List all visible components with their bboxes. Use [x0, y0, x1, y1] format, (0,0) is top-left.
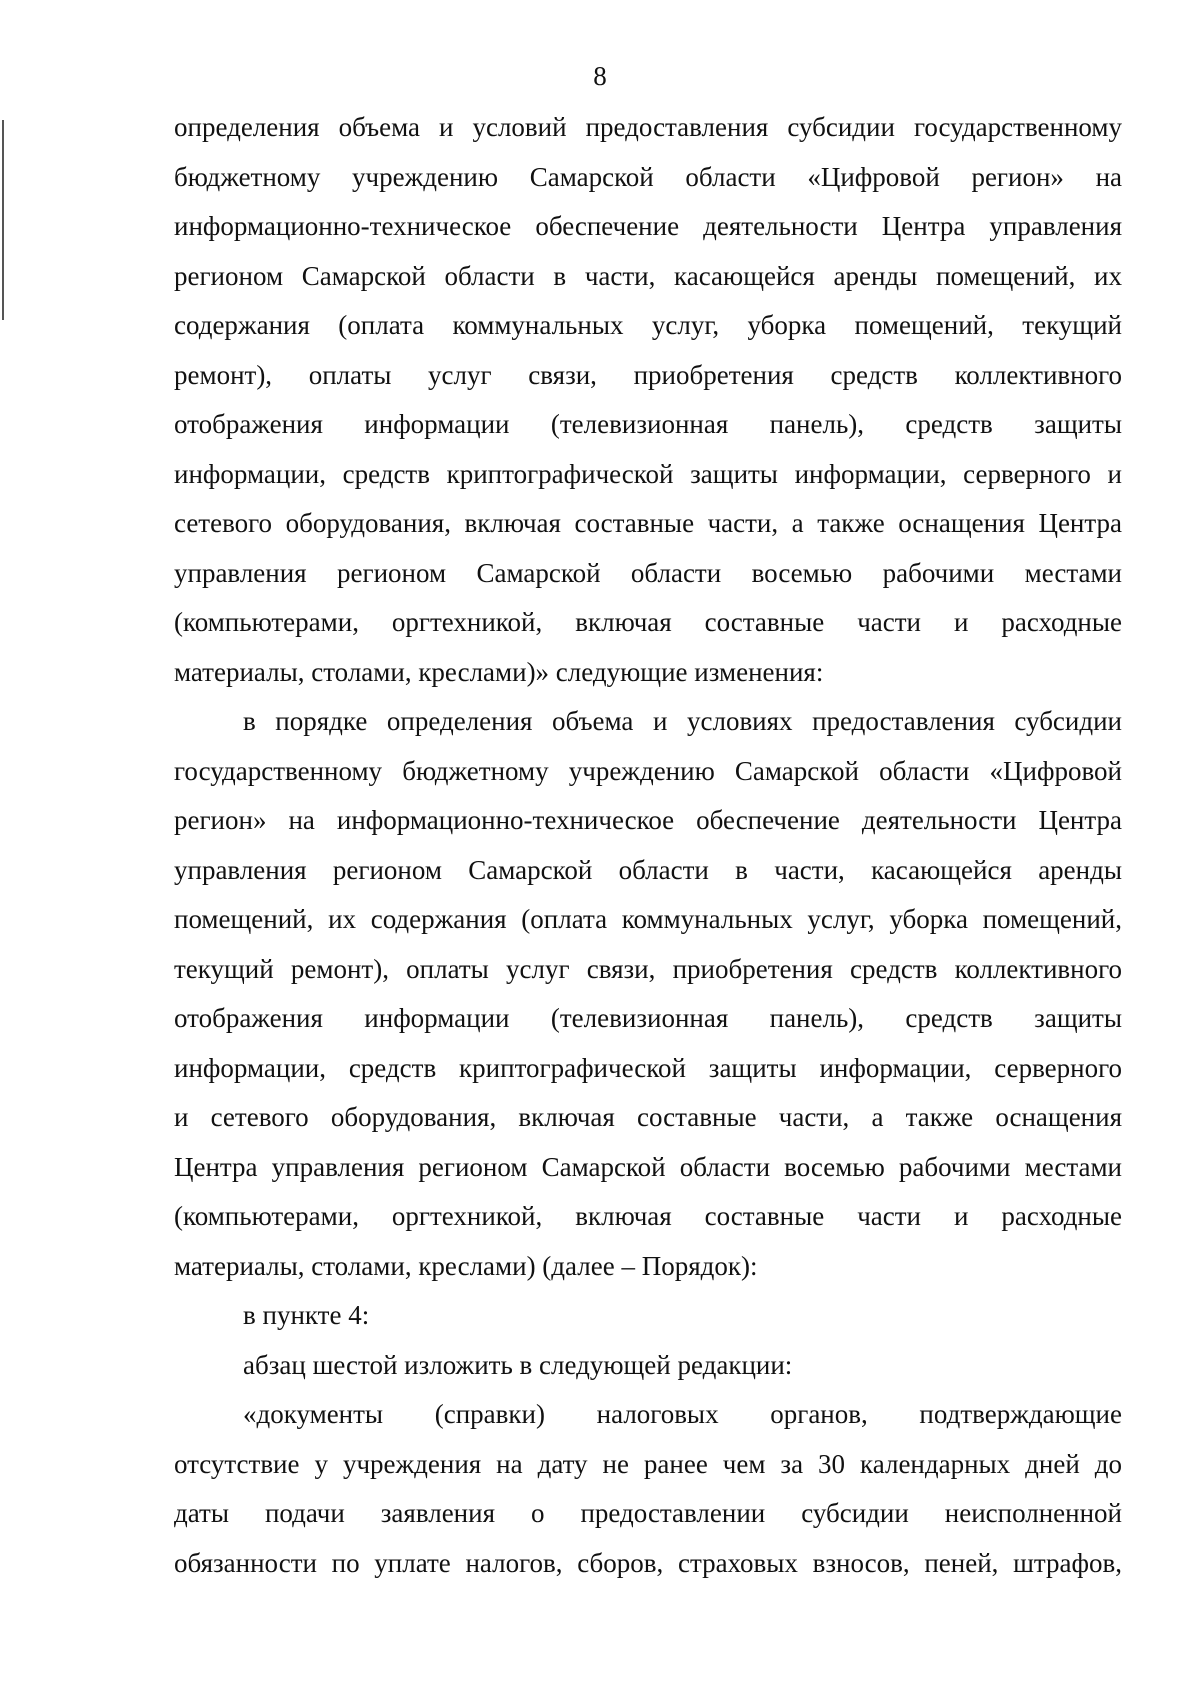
text-line: управления регионом Самарской области восемью рабочими местами — [174, 557, 1122, 588]
text-line: информации, средств криптографической защиты информации, серверного — [174, 1052, 1122, 1083]
text-line: материалы, столами, креслами) (далее – Порядок): — [174, 1250, 758, 1281]
page-number: 8 — [593, 61, 607, 91]
text-line: информационно-техническое обеспечение деятельности Центра управления — [174, 211, 1122, 241]
text-line: даты подачи заявления о предоставлении субсидии неисполненной — [174, 1498, 1122, 1528]
text-line: отображения информации (телевизионная панель), средств защиты — [174, 1003, 1122, 1033]
text-line: отсутствие у учреждения на дату не ранее чем за 30 календарных дней до — [174, 1448, 1122, 1479]
text-line: обязанности по уплате налогов, сборов, страховых взносов, пеней, штрафов, — [174, 1547, 1122, 1578]
text-line: управления регионом Самарской области в части, касающейся аренды — [174, 854, 1122, 885]
text-line: (компьютерами, оргтехникой, включая составные части и расходные — [174, 1201, 1122, 1231]
text-line: регионом Самарской области в части, касающейся аренды помещений, их — [174, 260, 1122, 291]
text-line: и сетевого оборудования, включая составные части, а также оснащения — [174, 1102, 1122, 1132]
text-line: материалы, столами, креслами)» следующие изменения: — [174, 656, 824, 687]
text-line: регион» на информационно-техническое обеспечение деятельности Центра — [174, 805, 1122, 835]
text-line: в пункте 4: — [243, 1300, 370, 1330]
text-line: помещений, их содержания (оплата коммунальных услуг, уборка помещений, — [174, 904, 1122, 934]
text-line: Центра управления регионом Самарской области восемью рабочими местами — [174, 1151, 1122, 1182]
text-line: сетевого оборудования, включая составные части, а также оснащения Центра — [174, 508, 1122, 538]
text-line: в порядке определения объема и условиях предоставления субсидии — [243, 706, 1122, 736]
document-body — [174, 103, 1122, 1588]
text-line: абзац шестой изложить в следующей редакции: — [243, 1349, 793, 1380]
text-line: государственному бюджетному учреждению Самарской области «Цифровой — [174, 755, 1122, 786]
text-line: текущий ремонт), оплаты услуг связи, приобретения средств коллективного — [174, 953, 1122, 984]
text-line: информации, средств криптографической защиты информации, серверного и — [174, 458, 1122, 489]
text-line: «документы (справки) налоговых органов, подтверждающие — [243, 1399, 1122, 1429]
text-line: бюджетному учреждению Самарской области «Цифровой регион» на — [174, 161, 1122, 192]
text-line: (компьютерами, оргтехникой, включая составные части и расходные — [174, 607, 1122, 637]
text-line: определения объема и условий предоставления субсидии государственному — [174, 112, 1122, 142]
text-line: отображения информации (телевизионная панель), средств защиты — [174, 409, 1122, 439]
text-line: содержания (оплата коммунальных услуг, уборка помещений, текущий — [174, 310, 1122, 340]
scan-margin-mark — [2, 120, 4, 320]
text-line: ремонт), оплаты услуг связи, приобретения средств коллективного — [174, 359, 1122, 390]
